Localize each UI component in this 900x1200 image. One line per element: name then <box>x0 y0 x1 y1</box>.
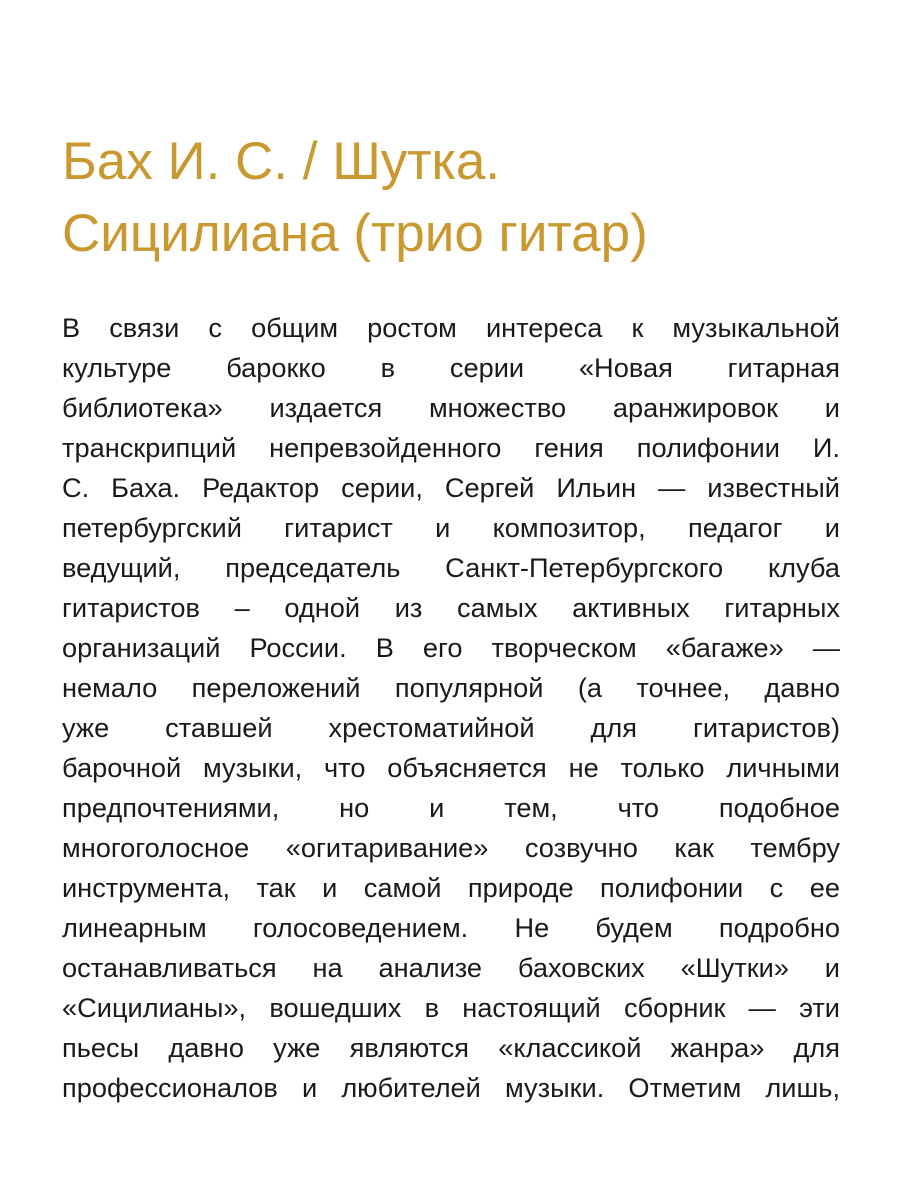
page-title <box>62 126 862 270</box>
text-line: В связи с общим ростом интереса к музыкальной <box>62 312 840 343</box>
title-line: Бах И. С. / Шутка. <box>62 132 501 191</box>
text-line: пьесы давно уже являются «классикой жанра» для <box>62 1032 840 1063</box>
text-line: гитаристов – одной из самых активных гитарных <box>62 592 840 623</box>
text-line: петербургский гитарист и композитор, педагог и <box>62 512 840 543</box>
text-line: ведущий, председатель Санкт-Петербургского клуба <box>62 552 840 583</box>
text-line: останавливаться на анализе баховских «Шутки» и <box>62 952 840 983</box>
title-line: Сицилиана (трио гитар) <box>62 204 648 263</box>
text-line: «Сицилианы», вошедших в настоящий сборник — эти <box>62 992 840 1023</box>
text-line: линеарным голосоведением. Не будем подробно <box>62 912 840 943</box>
text-line: многоголосное «огитаривание» созвучно как тембру <box>62 832 840 863</box>
text-line: немало переложений популярной (а точнее, давно <box>62 672 840 703</box>
text-line: инструмента, так и самой природе полифонии с ее <box>62 872 840 903</box>
text-line: профессионалов и любителей музыки. Отметим лишь, <box>62 1072 840 1103</box>
text-line: библиотека» издается множество аранжировок и <box>62 392 840 423</box>
text-line: С. Баха. Редактор серии, Сергей Ильин — известный <box>62 472 840 503</box>
text-line: барочной музыки, что объясняется не только личными <box>62 752 840 783</box>
text-line: уже ставшей хрестоматийной для гитаристов) <box>62 712 840 743</box>
text-line: транскрипций непревзойденного гения полифонии И. <box>62 432 840 463</box>
body-paragraph <box>62 308 840 1108</box>
text-line: предпочтениями, но и тем, что подобное <box>62 792 840 823</box>
text-line: культуре барокко в серии «Новая гитарная <box>62 352 840 383</box>
text-line: организаций России. В его творческом «багаже» — <box>62 632 840 663</box>
